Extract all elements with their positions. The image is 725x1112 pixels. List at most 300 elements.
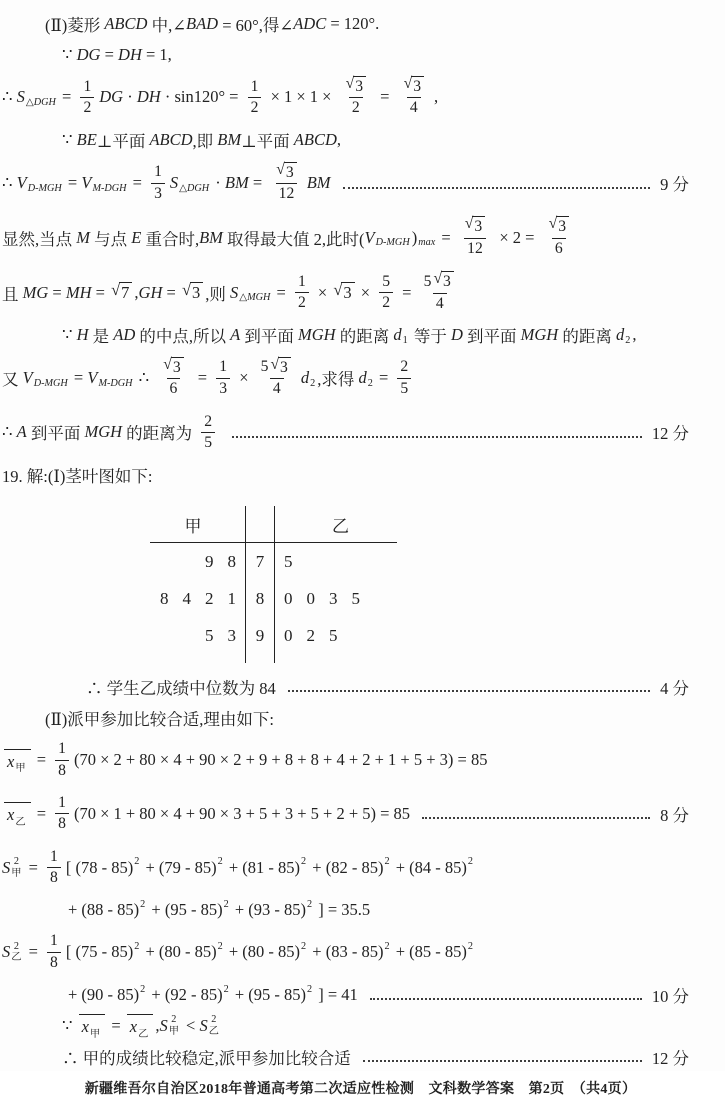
math-var: x (7, 805, 15, 825)
math-var: x (7, 751, 15, 771)
text: 12 分 (651, 1048, 689, 1068)
text: , (336, 130, 341, 150)
numerator (216, 357, 230, 377)
math-var: V (87, 368, 98, 388)
text: 2 (223, 898, 229, 910)
text: 2 (400, 358, 409, 376)
text: 3 (172, 358, 181, 376)
math-var: D-MGH (27, 182, 62, 194)
numerator (544, 216, 574, 237)
superscript (140, 984, 145, 995)
volume-solve-line (2, 357, 689, 400)
radical (270, 357, 290, 378)
text: 6 (554, 239, 563, 257)
text: 等于 (409, 327, 451, 347)
subscript (98, 378, 132, 389)
leaf-digit: 0 (284, 625, 293, 645)
text: 4 (435, 294, 444, 312)
text: 3 (355, 78, 364, 95)
fraction (55, 793, 69, 835)
stem-leaf-left-header (150, 506, 245, 543)
text: ∵ (62, 130, 77, 150)
text: = (272, 282, 290, 302)
superscript: 2 (171, 1013, 177, 1025)
math-var: DH (118, 44, 142, 64)
math-var: ABCD (149, 130, 193, 150)
superscript (218, 941, 223, 952)
dotted-leader (363, 1051, 642, 1062)
stem-digit (245, 543, 275, 580)
text: △ (239, 292, 248, 304)
text: ,则 (205, 284, 230, 304)
text: + (80 - 85) (224, 942, 301, 962)
text: = (57, 87, 76, 107)
variance-jia-line1 (2, 847, 689, 889)
text: + (95 - 85) (147, 899, 223, 919)
math-var: H (76, 325, 89, 345)
subscript (26, 97, 56, 108)
overline (79, 1014, 106, 1040)
text: ) (411, 227, 418, 247)
text: 3 (558, 218, 567, 236)
math-var: A (230, 325, 241, 345)
rhombus-angle-line (45, 12, 689, 36)
math-var: ABCD (293, 130, 337, 150)
fraction (421, 271, 459, 314)
math-var: S (2, 942, 11, 962)
radical-sign: √ (345, 75, 355, 92)
text: 3 (192, 283, 201, 303)
fraction (248, 77, 262, 119)
math-var: x (129, 1017, 138, 1037)
problem19-heading (2, 463, 689, 487)
text: 2 (625, 334, 631, 346)
subscript (92, 183, 126, 194)
subscript (625, 335, 630, 346)
text: ] = 41 (314, 984, 358, 1004)
denominator (248, 97, 262, 118)
superscript (140, 899, 145, 910)
text: + (79 - 85) (141, 857, 217, 877)
stem-leaf-plot (150, 506, 689, 663)
numerator (248, 77, 262, 97)
median-line (86, 675, 689, 699)
fraction (460, 216, 490, 259)
math-var: MGH (84, 422, 123, 442)
conclusion-line (62, 1045, 689, 1069)
text: 1 (83, 77, 92, 95)
text: 2 (384, 856, 390, 868)
stem-leaf-tail (275, 654, 397, 663)
text: × (235, 368, 253, 388)
perpendicular-line (62, 128, 689, 152)
math-var: DGH (187, 182, 210, 194)
stem-leaf-tail (150, 654, 245, 663)
stem-leaf-tail-stem (245, 654, 275, 663)
leaf-digit: 3 (227, 625, 236, 645)
superscript (218, 856, 223, 867)
math-var: MGH (520, 325, 559, 345)
text: + (88 - 85) (68, 899, 140, 919)
text: ∵ (62, 44, 77, 64)
radicand (278, 357, 291, 378)
math-var: BM (217, 130, 242, 150)
text: = (63, 173, 82, 193)
text: = (374, 368, 393, 388)
math-var: ABCD (104, 13, 148, 33)
text: [ (78 - 85) (65, 857, 134, 877)
radicand (119, 282, 132, 303)
text: △ (179, 182, 187, 194)
superscript (134, 941, 139, 952)
text: = (398, 282, 416, 302)
subscript (90, 1025, 100, 1040)
fraction (47, 847, 61, 889)
denominator (55, 760, 69, 781)
right-leaves (275, 617, 397, 654)
part2-heading (45, 706, 689, 730)
numerator (271, 162, 301, 183)
fraction (151, 162, 165, 204)
superscript: 2 (13, 855, 19, 867)
subscript (239, 292, 270, 303)
text: + (82 - 85) (308, 857, 384, 877)
subscript (138, 1025, 148, 1040)
math-var: d (358, 368, 367, 388)
text: 重合时, (141, 229, 200, 249)
math-var: BAD (186, 13, 219, 33)
text: 5 (204, 433, 213, 451)
fraction (544, 216, 574, 259)
text: 中,∠ (147, 15, 187, 35)
leaf-digit: 5 (329, 625, 338, 645)
subscript (15, 813, 25, 828)
text: = (32, 750, 51, 770)
subscript: 乙 (11, 952, 22, 964)
subscript (179, 183, 209, 194)
text: 到平面 (240, 327, 299, 347)
text: 且 (2, 284, 23, 304)
leaf-digit: 8 (160, 588, 169, 608)
text: ⊥平面 (96, 132, 150, 152)
fraction (295, 272, 309, 314)
text: 的中点,所以 (135, 327, 231, 347)
numerator (379, 272, 393, 292)
text: 2 (297, 294, 306, 312)
leaf-digit: 8 (227, 551, 236, 571)
text: 19. 解:(Ⅰ)茎叶图如下: (2, 466, 153, 486)
text: + (92 - 85) (147, 984, 223, 1004)
text: 甲 (15, 763, 26, 775)
numerator (55, 739, 69, 759)
subscript (15, 759, 25, 774)
text: 3 (343, 283, 352, 303)
radical-sign: √ (111, 280, 121, 300)
text: + (80 - 85) (141, 942, 217, 962)
math-var: S (2, 857, 11, 877)
text: × 1 × 1 × (266, 87, 336, 107)
text: = 120°. (326, 13, 380, 33)
dotted-leader (288, 681, 650, 692)
text: 8 (58, 815, 66, 833)
sup-sub-stack (169, 1014, 179, 1038)
math-var: V (364, 227, 375, 247)
math-var: d (393, 325, 402, 345)
text: 的距离为 (122, 424, 197, 444)
text: 8 (50, 953, 58, 971)
math-var: E (131, 227, 142, 247)
text: 4 (272, 380, 281, 398)
left-leaves (150, 580, 245, 617)
leaf-digit: 3 (329, 588, 338, 608)
numerator (341, 76, 371, 97)
text: 乙 (15, 817, 26, 828)
text: = (128, 173, 147, 193)
text: ∴ 甲的成绩比较稳定,派甲参加比较合适 (62, 1048, 351, 1068)
leaf-digit: 2 (306, 625, 315, 645)
left-leaves (150, 543, 245, 580)
radical-sign: √ (276, 160, 285, 178)
fraction (80, 77, 94, 119)
text: , (632, 325, 637, 345)
numerator (258, 357, 296, 378)
radical-sign: √ (464, 215, 474, 233)
fraction (47, 931, 61, 973)
denominator (407, 97, 421, 118)
volume-equality-line (2, 162, 689, 205)
mean-yi-line (2, 793, 689, 835)
superscript (224, 984, 229, 995)
math-var: M (76, 227, 90, 247)
text: 1 (50, 847, 58, 865)
text: 5 (400, 379, 409, 397)
text: 1 (154, 163, 162, 181)
text: + (95 - 85) (230, 984, 306, 1004)
left-group-label: 甲 (184, 516, 202, 536)
text: ∴ (2, 422, 17, 442)
overline (127, 1014, 154, 1040)
text: 5 (260, 358, 269, 376)
radicand (171, 357, 184, 378)
denominator (47, 952, 61, 973)
radicand (556, 216, 569, 237)
denominator (295, 292, 309, 313)
leaf-digit: 2 (205, 588, 214, 608)
math-var: MGH (298, 325, 336, 345)
radicand (284, 162, 297, 183)
math-var: V (81, 173, 92, 193)
text: 2 (467, 856, 473, 868)
superscript (307, 899, 312, 910)
dotted-leader (343, 178, 651, 189)
text: = (91, 282, 110, 302)
text: ,求得 (317, 370, 359, 390)
text: 1 (50, 932, 58, 950)
math-var: BM (306, 173, 331, 193)
fraction (399, 76, 429, 119)
midpoint-distance-line (62, 323, 689, 347)
denominator (349, 97, 363, 118)
stem-digit (245, 617, 275, 654)
dg-dh-line (62, 43, 689, 67)
leaf-digit: 5 (205, 625, 214, 645)
fraction (201, 412, 215, 454)
radical (346, 76, 366, 97)
radical-sign: √ (433, 270, 443, 288)
text: 2 (306, 898, 313, 910)
text: 到平面 (462, 327, 521, 347)
math-var: max (418, 237, 436, 249)
text: 是 (88, 327, 114, 347)
text: , (434, 87, 439, 107)
text: ∴ (2, 87, 17, 107)
stem-digit (245, 580, 275, 617)
text: 1 (402, 334, 408, 346)
leaf-digit: 4 (182, 588, 191, 608)
numerator (421, 271, 459, 292)
math-var: MGH (247, 292, 271, 304)
text: 3 (443, 273, 451, 291)
text: 6 (169, 380, 178, 398)
text: 取得最大值 2,此时( (222, 229, 365, 249)
mean-jia-line (2, 739, 689, 781)
text: 7 (121, 283, 130, 303)
fraction (55, 739, 69, 781)
dotted-leader (370, 989, 642, 1000)
text: = (437, 227, 455, 247)
superscript (134, 856, 139, 867)
dotted-leader (232, 427, 642, 438)
text: + (90 - 85) (68, 984, 140, 1004)
numerator (460, 216, 490, 237)
superscript: 2 (13, 940, 19, 952)
text: 1 (297, 272, 306, 290)
denominator (270, 378, 284, 399)
denominator (201, 432, 215, 453)
sup-sub-stack (11, 941, 21, 965)
text: = (193, 368, 212, 388)
math-var: D-MGH (33, 377, 68, 389)
right-group-label: 乙 (332, 516, 349, 536)
radical-sign: √ (163, 355, 172, 373)
text: [ (75 - 85) (65, 942, 134, 962)
math-var: MG (22, 282, 49, 302)
text: = (100, 44, 119, 64)
radical (549, 216, 569, 237)
text: 2 (134, 856, 140, 868)
radical (333, 282, 354, 303)
superscript (301, 856, 306, 867)
text: 2 (382, 294, 391, 312)
math-var: BM (224, 173, 249, 193)
footer-text: 新疆维吾尔自治区2018年普通高考第二次适应性检测 文科数学答案 第2页 （共4页） (84, 1082, 637, 1098)
text: 2 (217, 941, 223, 953)
text: 3 (154, 184, 162, 202)
leaf-digit: 5 (351, 588, 360, 608)
text: + (85 - 85) (391, 942, 467, 962)
radical (182, 282, 203, 303)
text: (70 × 2 + 80 × 4 + 90 × 2 + 9 + 8 + 8 + 4 + 2 + 1 + 5 + 3) = 85 (73, 750, 488, 770)
math-var: DGH (33, 96, 56, 108)
denominator (151, 183, 165, 204)
text: 5 (423, 272, 432, 290)
text: 甲 (89, 1028, 101, 1040)
text: 的距离 (335, 327, 394, 347)
max-volume-line (2, 216, 689, 259)
leaf-digit: 5 (284, 551, 293, 571)
text: = (69, 368, 88, 388)
math-var: D-MGH (375, 237, 410, 249)
stem-value: 7 (255, 551, 265, 571)
text: = 1, (141, 44, 172, 64)
text: = (107, 1015, 125, 1035)
subscript (368, 378, 373, 389)
radical (465, 216, 485, 237)
fraction (379, 272, 393, 314)
text: = (248, 173, 267, 193)
area-dgh-line (2, 76, 689, 119)
math-var: d (615, 325, 625, 345)
radical-sign: √ (403, 75, 413, 92)
leaf-digit: 0 (306, 588, 315, 608)
math-var: V (16, 173, 27, 193)
left-leaves (150, 617, 245, 654)
math-var: S (159, 1015, 168, 1035)
subscript (403, 335, 408, 346)
denominator (464, 238, 486, 259)
text: 10 分 (651, 986, 689, 1006)
text: 1 (219, 358, 228, 376)
stem-value: 9 (255, 625, 265, 645)
fraction (258, 357, 296, 400)
text: + (83 - 85) (308, 942, 384, 962)
text: 2 (83, 98, 92, 116)
text: 与点 (90, 229, 132, 249)
mgh-area-line (2, 271, 689, 314)
fraction (158, 357, 188, 400)
sup-sub-stack (209, 1014, 219, 1038)
text: × (356, 282, 375, 302)
text: (Ⅱ)派甲参加比较合适,理由如下: (45, 709, 274, 729)
text: 12 (278, 185, 295, 203)
text: 1 (58, 740, 66, 758)
superscript (301, 941, 306, 952)
math-var: S (16, 87, 25, 107)
text: 2 (217, 856, 223, 868)
text: ,即 (192, 132, 218, 152)
numerator (397, 357, 411, 377)
math-var: M-DGH (98, 377, 133, 389)
text: 8 (50, 869, 58, 887)
numerator (295, 272, 309, 292)
math-var: V (22, 368, 33, 388)
text: · (211, 173, 225, 193)
numerator (80, 77, 94, 97)
text: 2 (250, 98, 259, 116)
answer-content (2, 8, 689, 1072)
text: ∵ (62, 1015, 77, 1035)
comparison-line (62, 1014, 689, 1038)
subscript: 甲 (168, 1025, 179, 1037)
numerator (47, 931, 61, 951)
dotted-leader (422, 808, 650, 819)
text: 2 (351, 99, 360, 117)
radicand (190, 282, 203, 303)
math-var: BM (199, 227, 223, 247)
text: 乙 (138, 1028, 149, 1040)
math-var: S (199, 1015, 208, 1035)
text: · (123, 87, 137, 107)
